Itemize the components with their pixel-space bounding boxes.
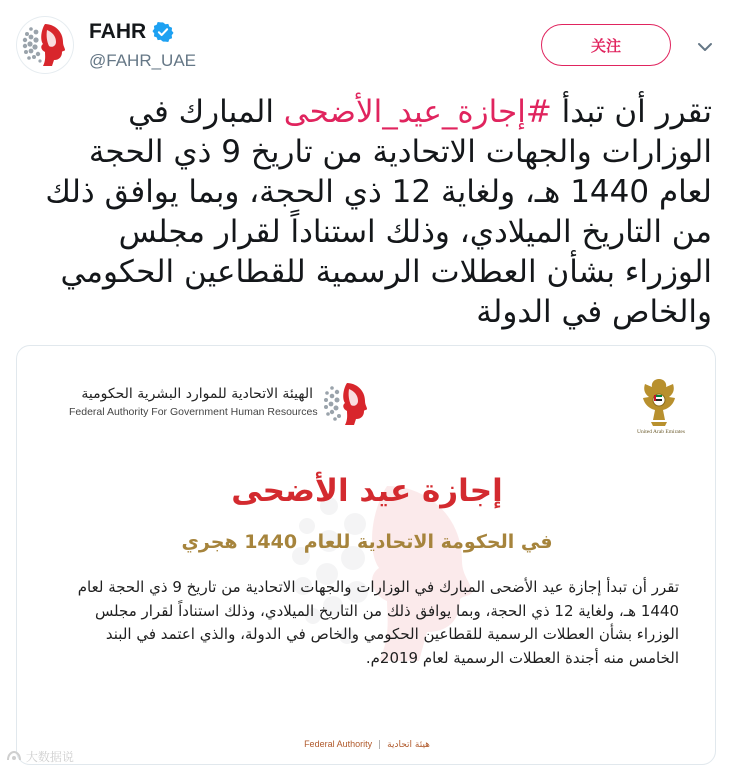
display-name[interactable]: FAHR	[89, 20, 147, 43]
fahr-logo-icon	[16, 16, 74, 74]
user-handle[interactable]: @FAHR_UAE	[89, 51, 197, 70]
tweet-text	[32, 92, 712, 332]
site-watermark	[6, 748, 74, 765]
card-subtitle: في الحكومة الاتحادية للعام 1440 هجري	[181, 531, 553, 553]
tweet-text-rest: المبارك في الوزارات والجهات الاتحادية من تاريخ 9 ذي الحجة لعام 1440 هـ، ولغاية 12 ذي الحجة، وبما يوافق ذلك من التاريخ الميلادي، وذلك استناداً لقرار مجلس الوزراء بشأن العطلات الرسمية للقطاعين الحكومي والخاص في الدولة	[45, 94, 712, 330]
uae-emblem-icon	[639, 376, 679, 428]
card-body-text: تقرر أن تبدأ إجازة عيد الأضحى المبارك في الوزارات والجهات الاتحادية من تاريخ 9 ذي الحجة لعام 1440 هـ، ولغاية 12 ذي الحجة، وبما يوافق ذلك من التاريخ الميلادي، وذلك استناداً لقرار مجلس الوزراء بشأن العطلات الرسمية للقطاعين الحكومي والخاص في الدولة، والذي اعتمد في البند الخامس منه أجندة العطلات الرسمية لعام 2019م.	[77, 578, 679, 667]
emblem-caption: United Arab Emirates	[637, 429, 685, 435]
avatar[interactable]	[16, 16, 74, 74]
card-footer	[17, 739, 716, 750]
footer-separator: |	[378, 740, 382, 750]
verified-badge-icon	[152, 21, 174, 43]
fahr-logo-icon	[321, 379, 377, 429]
card-title: إجازة عيد الأضحى	[231, 473, 503, 509]
watermark-logo-icon	[6, 750, 22, 762]
tweet-media-card[interactable]	[16, 345, 716, 765]
chevron-down-icon[interactable]	[696, 38, 714, 56]
footer-english: Federal Authority	[304, 739, 373, 749]
fahr-logo-arabic: الهيئة الاتحادية للموارد البشرية الحكومية	[81, 386, 313, 402]
footer-arabic: هيئة اتحادية	[387, 740, 430, 750]
hashtag-link[interactable]: #إجازة_عيد_الأضحى	[283, 94, 552, 130]
follow-button[interactable]: 关注	[541, 24, 671, 66]
watermark-text: 大数据说	[25, 750, 74, 764]
tweet-text-start: تقرر أن تبدأ	[551, 94, 712, 130]
fahr-logo-english: Federal Authority For Government Human Resources	[69, 406, 318, 418]
